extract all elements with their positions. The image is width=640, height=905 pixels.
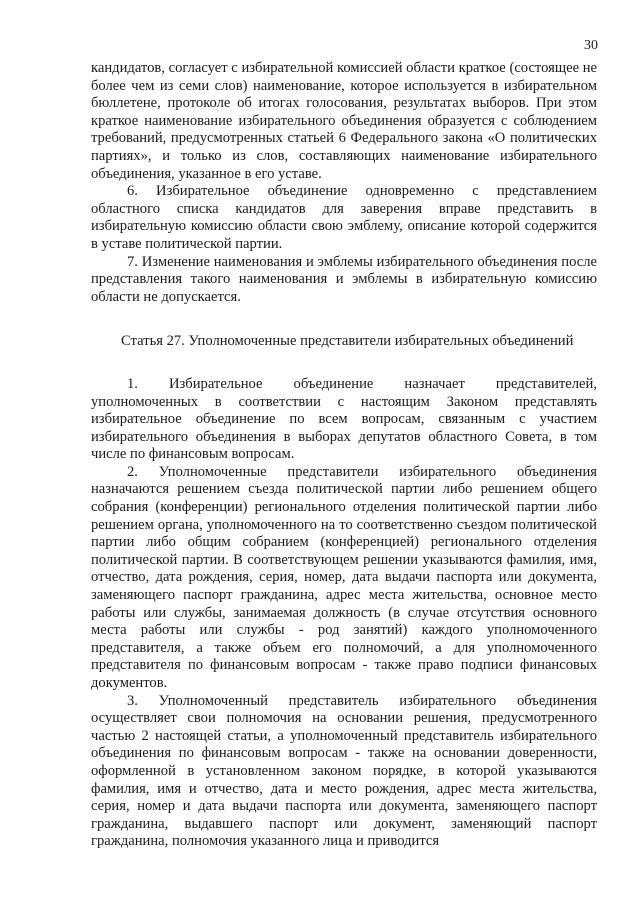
paragraph-item-1: 1. Избирательное объединение назначает представителей, уполномоченных в соответствии с настоящим Законом представлять избирательное объединение по всем вопросам, связанным с участием избирательного объединения в выборах депутатов областного Совета, в том числе по финансовым вопросам. <box>91 375 597 463</box>
article-heading: Статья 27. Уполномоченные представители избирательных объединений <box>121 333 574 350</box>
document-body <box>91 60 597 851</box>
page-number: 30 <box>584 38 598 53</box>
paragraph-item-6: 6. Избирательное объединение одновременно с представлением областного списка кандидатов для заверения вправе представить в избирательную комиссию области свою эмблему, описание которой содержится в уставе политической партии. <box>91 183 597 252</box>
paragraph-item-3: 3. Уполномоченный представитель избирательного объединения осуществляет свои полномочия на основании решения, предусмотренного частью 2 настоящей статьи, а уполномоченный представитель избирательного объединения по финансовым вопросам - также на основании доверенности, оформленной в установленном законом порядке, в которой указываются фамилия, имя и отчество, дата и место рождения, адрес места жительства, серия, номер и дата выдачи паспорта или документа, заменяющего паспорт гражданина, выдавшего паспорт или документ, заменяющий паспорт гражданина, полномочия указанного лица и приводится <box>91 692 597 850</box>
paragraph-item-7: 7. Изменение наименования и эмблемы избирательного объединения после представления такого наименования и эмблемы в избирательную комиссию области не допускается. <box>91 253 597 305</box>
paragraph-continuation: кандидатов, согласует с избирательной комиссией области краткое (состоящее не более чем из семи слов) наименование, которое используется в избирательном бюллетене, протоколе об итогах голосования, результатах выборов. При этом краткое наименование избирательного объединения образуется с соблюдением требований, предусмотренных статьей 6 Федерального закона «О политических партиях», и только из слов, составляющих наименование избирательного объединения, указанное в его уставе. <box>91 60 597 182</box>
paragraph-item-2: 2. Уполномоченные представители избирательного объединения назначаются решением съезда политической партии либо решением общего собрания (конференции) регионального отделения политической партии либо решением органа, уполномоченного на то соответственно съездом политической партии либо общим собранием (конференцией) регионального отделения политической партии. В соответствующем решении указываются фамилия, имя, отчество, дата рождения, серия, номер, дата выдачи паспорта или документа, заменяющего паспорт гражданина, адрес места жительства, основное место работы или службы, занимаемая должность (в случае отсутствия основного места работы или службы - род занятий) каждого уполномоченного представителя, а также объем его полномочий, а для уполномоченного представителя по финансовым вопросам - также право подписи финансовых документов. <box>91 463 597 691</box>
